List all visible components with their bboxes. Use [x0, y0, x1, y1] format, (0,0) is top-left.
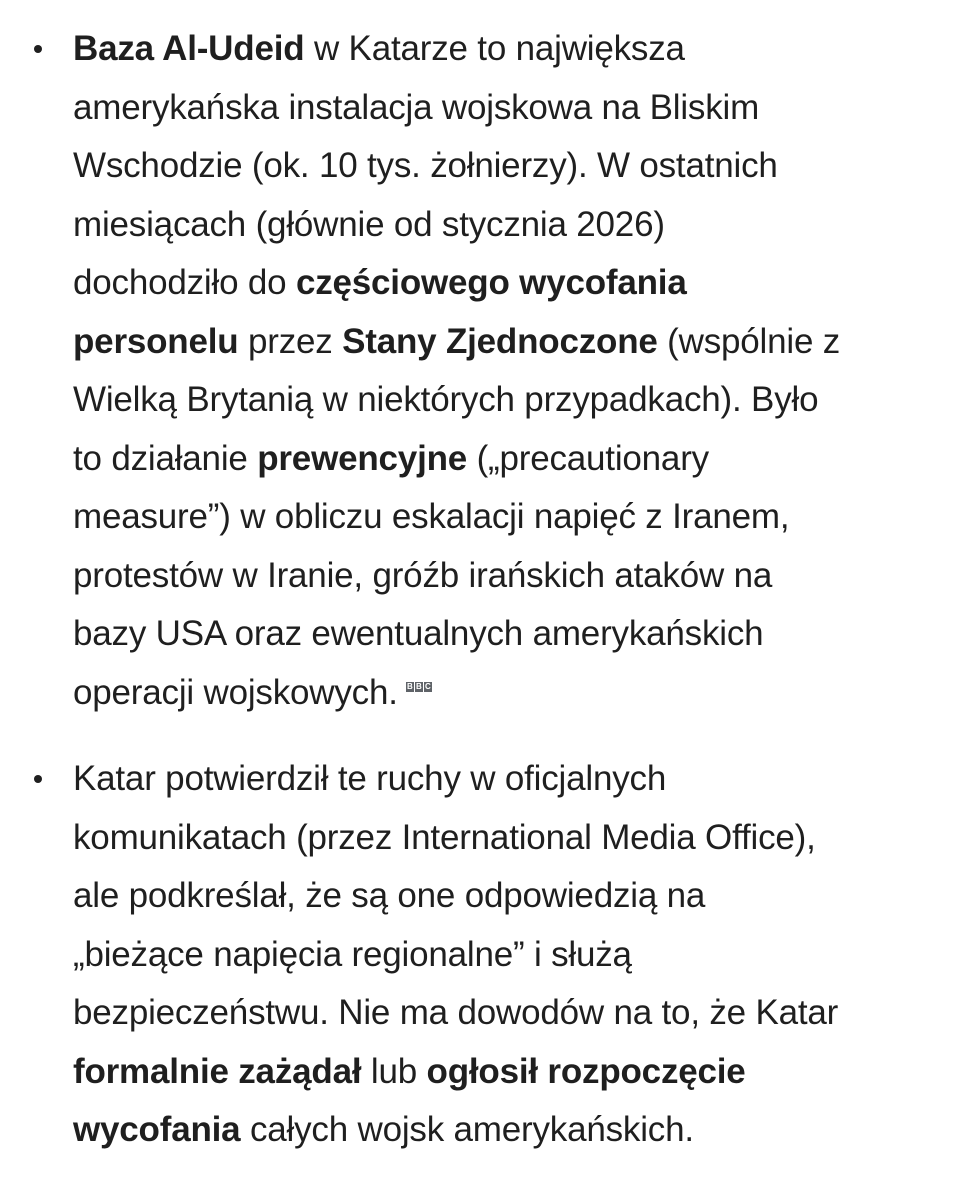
- text-line: [73, 196, 953, 255]
- bold-text: wycofania: [73, 1110, 241, 1149]
- text-line: [73, 547, 953, 606]
- text-line: [73, 313, 953, 372]
- text-line: [73, 254, 953, 313]
- bold-text: ogłosił rozpoczęcie: [426, 1051, 746, 1091]
- text-run: (wspólnie z: [657, 321, 841, 361]
- bold-text: prewencyjne: [257, 438, 468, 478]
- text-line: [73, 137, 953, 196]
- text-line: [73, 664, 953, 723]
- text-run: całych wojsk amerykańskich.: [240, 1110, 694, 1149]
- text-line: [73, 605, 953, 664]
- source-letter: B: [415, 682, 422, 692]
- text-run: przez: [238, 321, 343, 361]
- text-run: miesiącach (głównie od stycznia 2026): [73, 204, 665, 244]
- text-line: [73, 926, 953, 985]
- text-line: [73, 79, 953, 138]
- source-letter: B: [406, 682, 413, 692]
- text-run: ale podkreślał, że są one odpowiedzią na: [73, 876, 706, 915]
- text-run: dochodziło do: [73, 263, 296, 302]
- text-run: „bieżące napięcia regionalne” i służą: [73, 934, 632, 974]
- bold-text: częściowego wycofania: [295, 263, 687, 302]
- text-run: operacji wojskowych.: [73, 672, 398, 712]
- text-run: lub: [361, 1051, 427, 1091]
- text-line: [73, 809, 953, 868]
- text-run: w Katarze to największa: [304, 29, 685, 68]
- text-run: komunikatach (przez International Media Office),: [73, 817, 816, 857]
- text-run: to działanie: [73, 438, 258, 478]
- text-line: [73, 20, 953, 79]
- paragraph: [73, 20, 953, 722]
- bullet-icon: [34, 775, 42, 783]
- text-line: [73, 430, 953, 489]
- text-run: bezpieczeństwu. Nie ma dowodów na to, że Katar: [73, 993, 839, 1032]
- text-run: Katar potwierdził te ruchy w oficjalnych: [73, 759, 667, 798]
- text-run: bazy USA oraz ewentualnych amerykańskich: [73, 614, 764, 653]
- bbc-source-icon[interactable]: [406, 682, 434, 694]
- text-run: Wielką Brytanią w niektórych przypadkach). Było: [73, 380, 819, 419]
- text-run: amerykańska instalacja wojskowa na Bliskim: [73, 87, 760, 127]
- text-run: („precautionary: [467, 438, 709, 478]
- text-run: Wschodzie (ok. 10 tys. żołnierzy). W ostatnich: [73, 146, 778, 185]
- text-run: protestów w Iranie, gróźb irańskich ataków na: [73, 555, 773, 595]
- text-line: [73, 984, 953, 1043]
- text-run: measure”) w obliczu eskalacji napięć z Iranem,: [73, 497, 790, 536]
- text-line: [73, 867, 953, 926]
- paragraph: [73, 750, 953, 1160]
- bold-text: Baza Al-Udeid: [73, 29, 305, 68]
- text-line: [73, 750, 953, 809]
- text-line: [73, 371, 953, 430]
- bold-text: personelu: [73, 321, 239, 361]
- source-letter: C: [424, 682, 431, 692]
- text-line: [73, 488, 953, 547]
- bold-text: Stany Zjednoczone: [342, 321, 658, 361]
- text-line: [73, 1043, 953, 1102]
- bold-text: formalnie zażądał: [73, 1051, 362, 1091]
- text-line: [73, 1101, 953, 1160]
- bullet-icon: [34, 45, 42, 53]
